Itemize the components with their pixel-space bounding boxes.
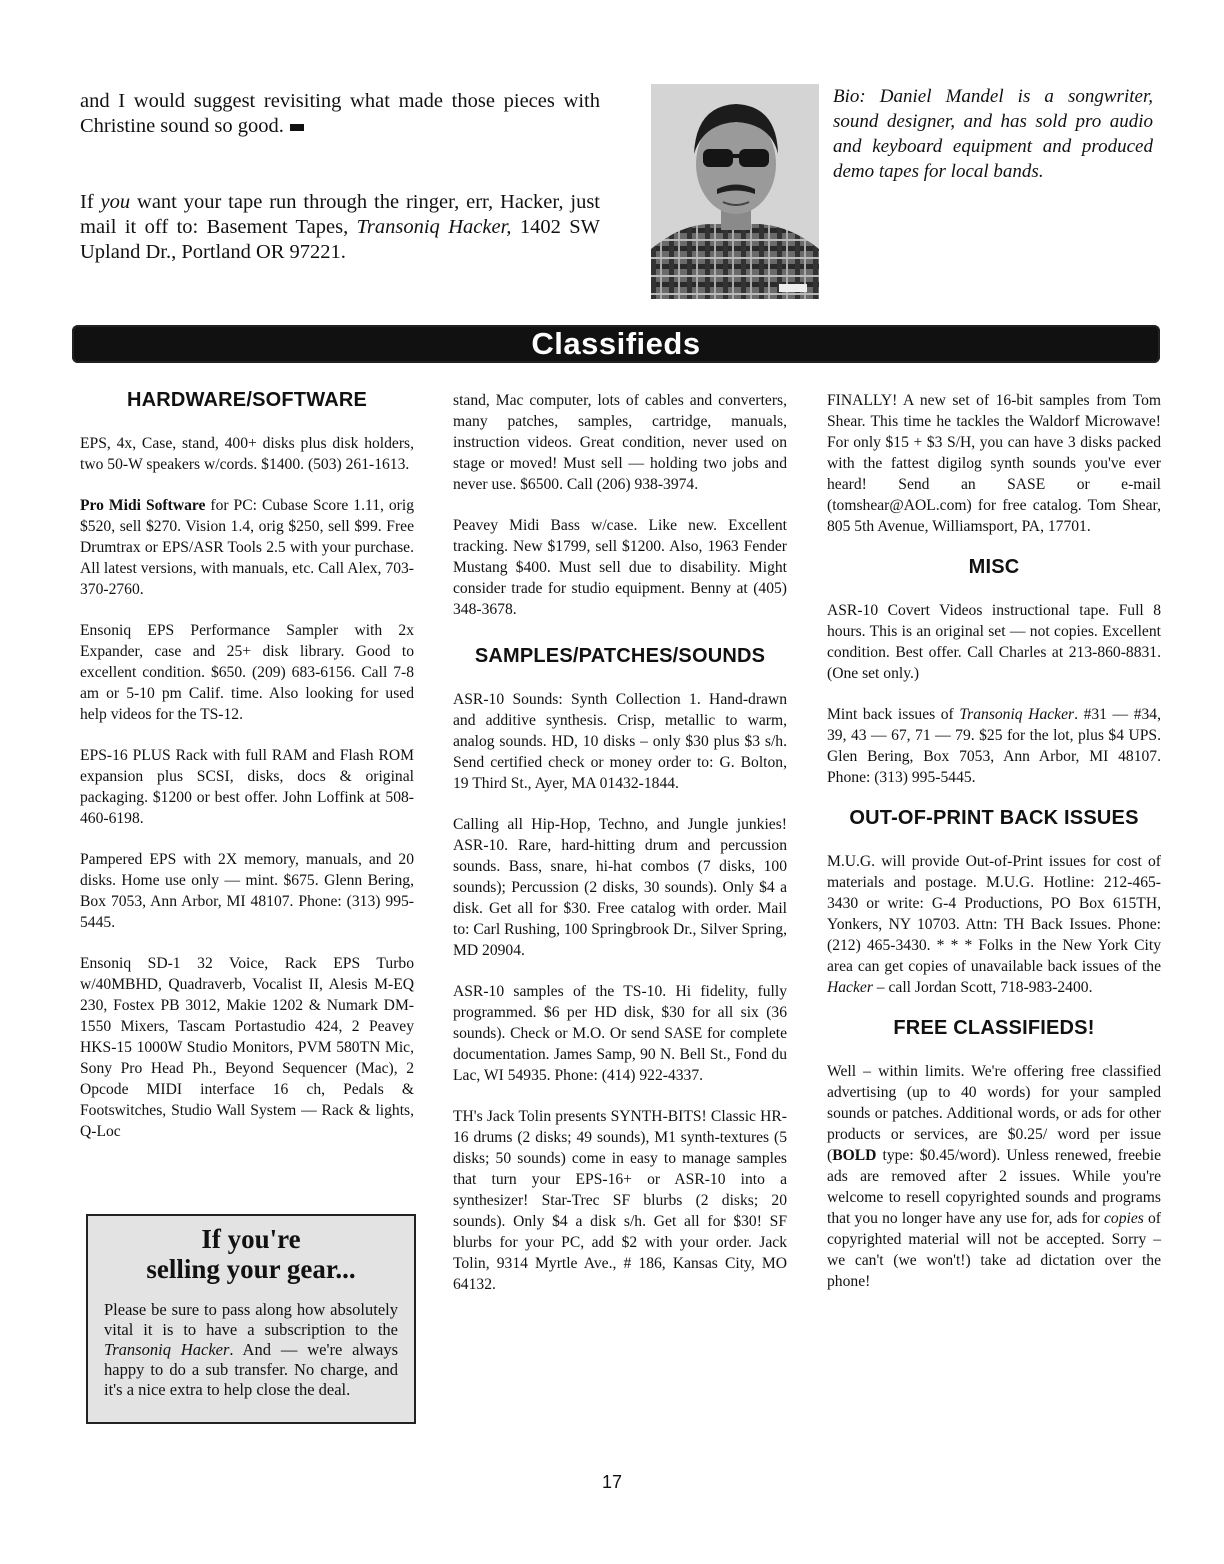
heading-misc: MISC	[968, 556, 1020, 578]
intro-continuation	[80, 89, 600, 139]
ad-pro-midi-software: Pro Midi Software for PC: Cubase Score 1.11, orig $520, sell $270. Vision 1.4, orig $250, sell $99. Free Drumtrax or EPS/ASR Tools 2.5 with your purchase. All latest versions, with manuals, etc. Call Alex, 703-370-2760.	[80, 497, 414, 598]
ad-synth-bits: TH's Jack Tolin presents SYNTH-BITS! Classic HR-16 drums (2 disks; 49 sounds), M1 synth-textures (5 disks; 50 sounds) come in easy to manage samples that turn your EPS-16+ or ASR-10 into a synthesizer! Star-Trec SF blurbs (2 disks; 20 sounds). Only $4 a disk s/h. Get all for $30! SF blurbs for your PC, add $2 with your order. Jack Tolin, 9314 Myrtle Ave., # 186, Kansas City, MO 64132.	[453, 1108, 787, 1293]
author-bio: Bio: Daniel Mandel is a songwriter, sound designer, and has sold pro audio and keyboard equipment and produced demo tapes for local bands.	[833, 86, 1153, 182]
selling-gear-box	[86, 1214, 416, 1424]
heading-out-of-print: OUT-OF-PRINT BACK ISSUES	[849, 807, 1139, 829]
ad-eps-case: EPS, 4x, Case, stand, 400+ disks plus disk holders, two 50-W speakers w/cords. $1400. (503) 261-1613.	[80, 435, 414, 473]
column-2	[453, 390, 787, 1315]
submission-paragraph: If you want your tape run through the ringer, err, Hacker, just mail it off to: Basement Tapes, Transoniq Hacker, 1402 SW Upland Dr., Portland OR 97221.	[80, 191, 600, 263]
box-body: Please be sure to pass along how absolutely vital it is to have a subscription to the Transoniq Hacker. And — we're always happy to do a sub transfer. No charge, and it's a nice extra to help close the deal.	[104, 1300, 398, 1399]
banner-title: Classifieds	[531, 326, 701, 361]
column-3	[827, 390, 1161, 1312]
heading-free-classifieds: FREE CLASSIFIEDS!	[893, 1017, 1095, 1039]
ad-pampered-eps: Pampered EPS with 2X memory, manuals, and 20 disks. Home use only — mint. $675. Glenn Bering, Box 7053, Ann Arbor, MI 48107. Phone: (313) 995-5445.	[80, 851, 414, 931]
page-number: 17	[601, 1472, 623, 1492]
ad-ensoniq-sd1: Ensoniq SD-1 32 Voice, Rack EPS Turbo w/40MBHD, Quadraverb, Vocalist II, Alesis M-EQ 230, Fostex PB 3012, Makie 1202 & Numark DM-1550 Mixers, Tascam Portastudio 424, 2 Peavey HKS-15 1000W Studio Monitors, PVM 580TN Mic, Sony Pro Head Ph., Beyond Sequencer (Mac), 2 Opcode MIDI interface 16 ch, Pedals & Footswitches, Studio Wall System — Rack & lights, Q-Loc	[80, 955, 414, 1140]
ad-mint-back-issues: Mint back issues of Transoniq Hacker. #31 — #34, 39, 43 — 67, 71 — 79. $25 for the lot, plus $4 UPS. Glen Bering, Box 7053, Ann Arbor, MI 48107. Phone: (313) 995-5445.	[827, 706, 1162, 786]
box-title: If you're selling your gear...	[146, 1224, 356, 1284]
classifieds-banner	[72, 325, 1160, 363]
column-1	[80, 390, 414, 1162]
heading-hardware-software: HARDWARE/SOFTWARE	[126, 389, 368, 411]
ad-covert-videos: ASR-10 Covert Videos instructional tape. Full 8 hours. This is an original set — not copies. Excellent condition. Best offer. Call Charles at 213-860-8831. (One set only.)	[827, 602, 1161, 682]
ad-eps-performance: Ensoniq EPS Performance Sampler with 2x Expander, case and 25+ disk library. Good to excellent condition. $650. (209) 683-6156. Call 7-8 am or 5-10 pm Calif. time. Also looking for used help videos for the TS-12.	[80, 622, 414, 723]
free-classifieds-text: Well – within limits. We're offering free classified advertising (up to 40 words) for your sampled sounds or patches. Additional words, or ads for other products or services, are $0.25/ word per issue (BOLD type: $0.45/word). Unless renewed, freebie ads are removed after 2 issues. While you're welcome to resell copyrighted sounds and programs that you no longer have any use for, ads for copies of copyrighted material will not be accepted. Sorry – we can't (we won't!) take ad dictation over the phone!	[827, 1063, 1161, 1290]
author-photo	[651, 84, 819, 299]
ad-mug-back-issues: M.U.G. will provide Out-of-Print issues for cost of materials and postage. M.U.G. Hotline: 212-465-3430 or write: G-4 Productions, PO Box 615TH, Yonkers, NY 10703. Attn: TH Back Issues. Phone: (212) 465-3430. * * * Folks in the New York City area can get copies of unavailable back issues of the Hacker – call Jordan Scott, 718-983-2400.	[827, 853, 1161, 996]
ad-eps16-plus-rack: EPS-16 PLUS Rack with full RAM and Flash ROM expansion plus SCSI, disks, docs & original packaging. $1200 or best offer. John Loffink at 508-460-6198.	[80, 747, 414, 827]
ad-tom-shear-samples: FINALLY! A new set of 16-bit samples from Tom Shear. This time he tackles the Waldorf Microwave! For only $15 + $3 S/H, you can have 3 disks packed with the fattest digilog synth sounds you've ever heard! Send an SASE or e-mail (tomshear@AOL.com) for free catalog. Tom Shear, 805 5th Avenue, Williamsport, PA, 17701.	[827, 392, 1161, 535]
ad-asr10-ts10-samples: ASR-10 samples of the TS-10. Hi fidelity, fully programmed. $6 per HD disk, $30 for all six (36 sounds). Check or M.O. Or send SASE for complete documentation. James Samp, 90 N. Bell St., Fond du Lac, WI 54935. Phone: (414) 922-4337.	[453, 983, 787, 1084]
ad-peavey-midi-bass: Peavey Midi Bass w/case. Like new. Excellent tracking. New $1799, sell $1200. Also, 1963 Fender Mustang $400. Must sell due to disability. Might consider trade for studio equipment. Benny at (405) 348-3678.	[453, 517, 787, 618]
closing-paragraph: and I would suggest revisiting what made those pieces with Christine sound so good.	[80, 90, 600, 137]
heading-samples-patches-sounds: SAMPLES/PATCHES/SOUNDS	[474, 645, 766, 667]
ad-hip-hop-techno: Calling all Hip-Hop, Techno, and Jungle junkies! ASR-10. Rare, hard-hitting drum and percussion sounds. Bass, snare, hi-hat combos (7 disks, 100 sounds); Percussion (2 disks, 30 sounds). Only $4 a disk. Get all for $30. Free catalog with order. Mail to: Carl Rushing, 100 Springbrook Dr., Silver Spring, MD 20904.	[453, 816, 787, 959]
end-mark-icon	[290, 124, 304, 131]
ad-asr10-synth-collection: ASR-10 Sounds: Synth Collection 1. Hand-drawn and additive synthesis. Crisp, metallic to warm, analog sounds. HD, 10 disks – only $30 plus $3 s/h. Send certified check or money order to: G. Bolton, 19 Third St., Ayer, MA 01432-1844.	[453, 691, 787, 792]
ad-mac-computer-continued: stand, Mac computer, lots of cables and converters, many patches, samples, cartridge, manuals, instruction videos. Great condition, never used on stage or moved! Must sell — holding two jobs and never use. $6500. Call (206) 938-3974.	[453, 392, 787, 493]
